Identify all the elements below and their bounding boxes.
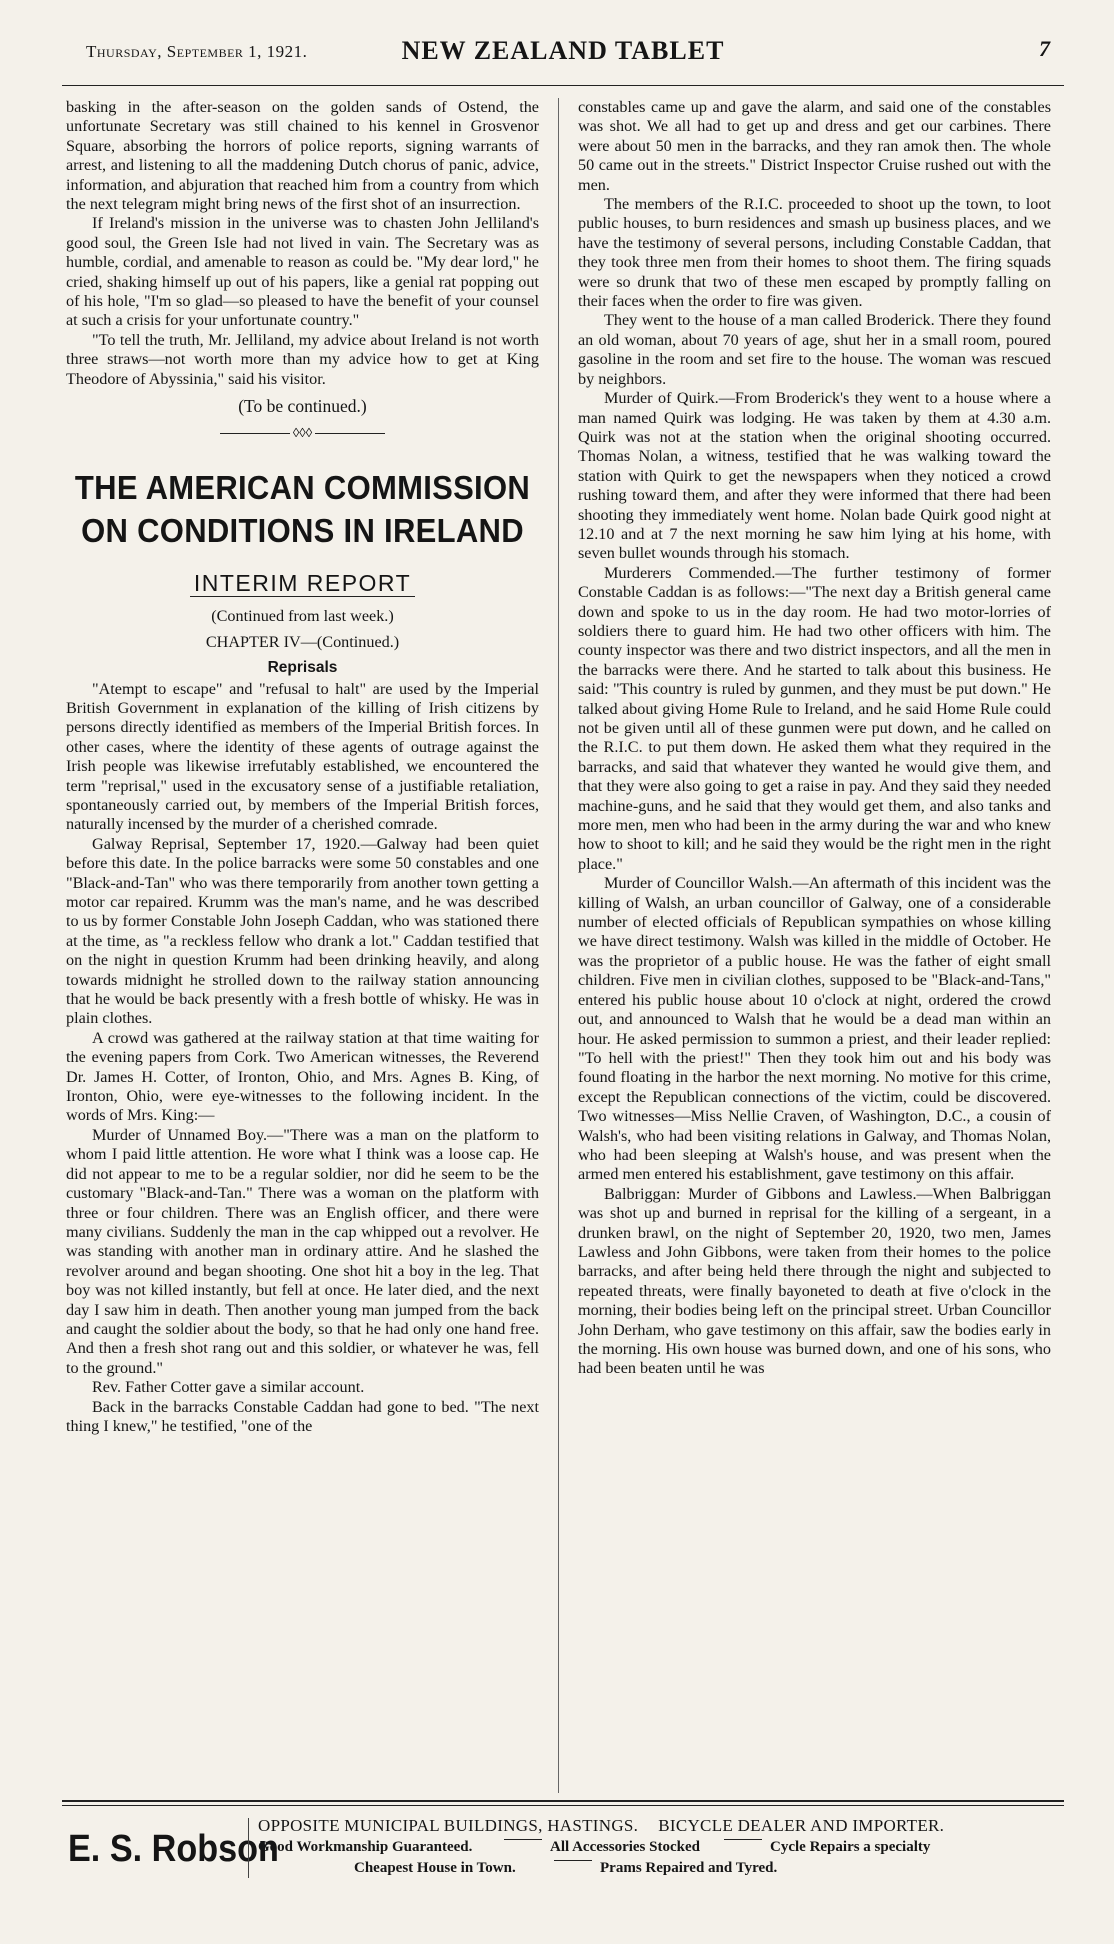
header-rule [62, 85, 1064, 86]
paragraph: Back in the barracks Constable Caddan had gone to bed. "The next thing I knew," he testified, "one of the [66, 1397, 539, 1435]
paragraph: Murder of Councillor Walsh.—An aftermath of this incident was the killing of Walsh, an urban councillor of Galway, one of a considerable number of elected officials of Republican sympathies on whose killing we have direct testimony. Walsh was killed in the middle of October. He was the proprietor of a public house. He was the father of eight small children. Five men in civilian clothes, supposed to be "Black-and-Tans," entered his public house about 10 o'clock at night, ordered the crowd out, and announced to Walsh that he would be a dead man within an hour. He asked permission to summon a priest, and their leader replied: "To hell with the priest!" Then they took him out and his body was found floating in the harbor the next morning. No motive for this crime, except the Republican connections of the victim, could be discovered. Two witnesses—Miss Nellie Craven, of Washington, D.C., a cousin of Walsh's, who had been visiting relations in Galway, and Thomas Nolan, who had been sleeping at Walsh's house, and was present when the armed men entered his establishment, gave testimony on this affair. [578, 874, 1051, 1184]
ad-repairs: Cycle Repairs a specialty [770, 1839, 931, 1855]
footer-rule [62, 1805, 1064, 1806]
ornament-divider: ◊◊◊ [66, 423, 539, 442]
subheadline-text: INTERIM REPORT [190, 574, 415, 597]
issue-date: Thursday, September 1, 1921. [86, 42, 308, 61]
ad-accessories: All Accessories Stocked [550, 1839, 700, 1855]
ad-business: BICYCLE DEALER AND IMPORTER. [658, 1816, 945, 1835]
paragraph: Murderers Commended.—The further testimony of former Constable Caddan is as follows:—"The next day a British general came down and spoke to us in the day room. He had two motor-lorries of soldiers there to guard him. He had two other officers with him. The county inspector was there and two district inspectors, and all the men in the barracks were there. And he started to talk about this business. He said: "This country is ruled by gunmen, and they must be put down." He talked about giving Home Rule to Ireland, and he said Home Rule could not be given until all of these gunmen were put down, and he called on the R.I.C. to put them down. He asked them what they required in the barracks, and said that whatever they wanted he would give them, and that they were also going to get a raise in pay. And they said they needed machine-guns, and he said that they would get them, and also tanks and more men, men who had been in the army during the war and who knew how to shoot to kill; and he said they would be the right men in the right place." [578, 563, 1051, 873]
paragraph: If Ireland's mission in the universe was to chasten John Jelliland's good soul, the Green Isle had not lived in vain. The Secretary was as humble, cordial, and amenable to reason as could be. "My dear lord," he cried, shaking himself up out of his papers, like a genial rat popping out of his hole, "I'm so glad—so pleased to have the benefit of your counsel at such a crisis for your unfortunate country." [66, 214, 539, 330]
ad-prams: Prams Repaired and Tyred. [600, 1860, 778, 1876]
paragraph: "Atempt to escape" and "refusal to halt" are used by the Imperial British Government in explanation of the killing of Irish citizens by persons directly identified as members of the Imperial British forces. In other cases, where the identity of these agents of outrage against the Irish people was likewise irrefutably established, we encountered the term "reprisal," used in the excusatory sense of a justifiable retaliation, spontaneously carried out, by members of the Imperial British forces, naturally incensed by the murder of a cherished comrade. [66, 679, 539, 834]
publication-title: NEW ZEALAND TABLET [401, 36, 725, 65]
paragraph: Murder of Quirk.—From Broderick's they went to a house where a man named Quirk was lodging. He was taken by them at 4.30 a.m. Quirk was not at the station when the original shooting occurred. Thomas Nolan, a witness, testified that he was walking toward the station with Quirk to get the newspapers when they noticed a crowd rushing toward them, and after they were informed that there had been shooting they immediately went home. Nolan bade Quirk good night at 12.10 and at 7 the next morning he saw him lying at his home, with seven bullet wounds through his stomach. [578, 389, 1051, 563]
chapter-heading: CHAPTER IV—(Continued.) [205, 632, 400, 651]
paragraph: basking in the after-season on the golden sands of Ostend, the unfortunate Secretary was still chained to his kennel in Grosvenor Square, absorbing the horrors of police reports, signing warrants of arrest, and listening to all the maddening Dutch chorus of panic, advice, information, and abjuration that reached him from a country from which the next telegram might bring news of the first shot of an insurrection. [66, 98, 539, 214]
paragraph: constables came up and gave the alarm, and said one of the constables was shot. We all had to get up and dress and get our carbines. There were about 50 men in the barracks, and they ran amok then. The whole 50 came out in the streets." District Inspector Cruise rushed out with the men. [578, 98, 1051, 194]
paragraph: "To tell the truth, Mr. Jelliland, my advice about Ireland is not worth three straws—not worth more than my advice how to get at King Theodore of Abyssinia," said his visitor. [66, 330, 539, 388]
page-header [62, 32, 1064, 82]
ad-address: OPPOSITE MUNICIPAL BUILDINGS, HASTINGS. [258, 1816, 639, 1835]
footer-rule [62, 1800, 1064, 1802]
article-subheadline [66, 569, 539, 597]
left-column [66, 98, 539, 1436]
section-heading: Reprisals [267, 659, 338, 677]
paragraph: A crowd was gathered at the railway station at that time waiting for the evening papers from Cork. Two American witnesses, the Reverend Dr. James H. Cotter, of Ironton, Ohio, and Mrs. Agnes B. King, of Ironton, Ohio, were eye-witnesses to the following incident. In the words of Mrs. King:— [66, 1028, 539, 1125]
ad-cheapest: Cheapest House in Town. [354, 1860, 516, 1876]
paragraph: They went to the house of a man called Broderick. There they found an old woman, about 70 years of age, shut her in a small room, poured gasoline in the room and set fire to the house. The woman was rescued by neighbors. [578, 311, 1051, 388]
column-divider [558, 98, 559, 1793]
right-column [578, 98, 1051, 1379]
paragraph: Rev. Father Cotter gave a similar account. [92, 1378, 365, 1397]
paragraph: Galway Reprisal, September 17, 1920.—Galway had been quiet before this date. In the police barracks were some 50 constables and one "Black-and-Tan" who was there temporarily from another town getting a motor car repaired. Krumm was the man's name, and he was described to us by former Constable John Joseph Caddan, who was stationed there at the time, as "a reckless fellow who drank a lot." Caddan testified that on the night in question Krumm had been drinking heavily, and along towards midnight he strolled down to the railway station announcing that he would be back presently with a fresh bottle of whisky. He was in plain clothes. [66, 834, 539, 1028]
page-number: 7 [1039, 36, 1050, 61]
ad-divider [248, 1818, 249, 1878]
paragraph: Balbriggan: Murder of Gibbons and Lawless.—When Balbriggan was shot up and burned in reprisal for the killing of a sergeant, in a drunken brawl, on the night of September 20, 1920, two men, James Lawless and John Gibbons, were taken from their homes to the police barracks, and after being held there through the night and subjected to repeated threats, were finally bayoneted to death at five o'clock in the morning, their bodies being left on the principal street. Urban Councillor John Derham, who gave testimony on this affair, saw the bodies early in the morning. His own house was burned down, and one of his sons, who had been beaten until he was [578, 1184, 1051, 1378]
article-headline: THE AMERICAN COMMISSION ON CONDITIONS IN IRELAND [74, 468, 531, 549]
paragraph: The members of the R.I.C. proceeded to shoot up the town, to loot public houses, to burn residences and smash up business places, and we have the testimony of several persons, including Constable Caddan, that they took three men from their homes to shoot them. The firing squads were so drunk that two of these men escaped by promptly falling on their faces when the order to fire was given. [578, 195, 1051, 311]
advertiser-name: E. S. Robson [68, 1828, 279, 1870]
ad-address-line [258, 1816, 944, 1836]
continued-note: (Continued from last week.) [211, 607, 394, 626]
paragraph: Murder of Unnamed Boy.—"There was a man on the platform to whom I paid little attention. He wore what I think was a loose cap. He did not appear to me to be a regular soldier, nor did he seem to be the customary "Black-and-Tan." There was a woman on the platform with three or four children. There was an English officer, and there were many civilians. Suddenly the man in the cap whipped out a revolver. He was standing with another man in ordinary attire. And he slashed the revolver around and began shooting. One shot hit a boy in the leg. That boy was not killed instantly, but fell at once. He later died, and the next day I saw him in death. Then another young man jumped from the back and caught the soldier about the body, so that he had only one hand free. And then a fresh shot rang out and this soldier, or whatever he was, fell to the ground." [66, 1125, 539, 1377]
to-be-continued: (To be continued.) [238, 396, 367, 417]
ad-workmanship: Good Workmanship Guaranteed. [258, 1839, 473, 1855]
